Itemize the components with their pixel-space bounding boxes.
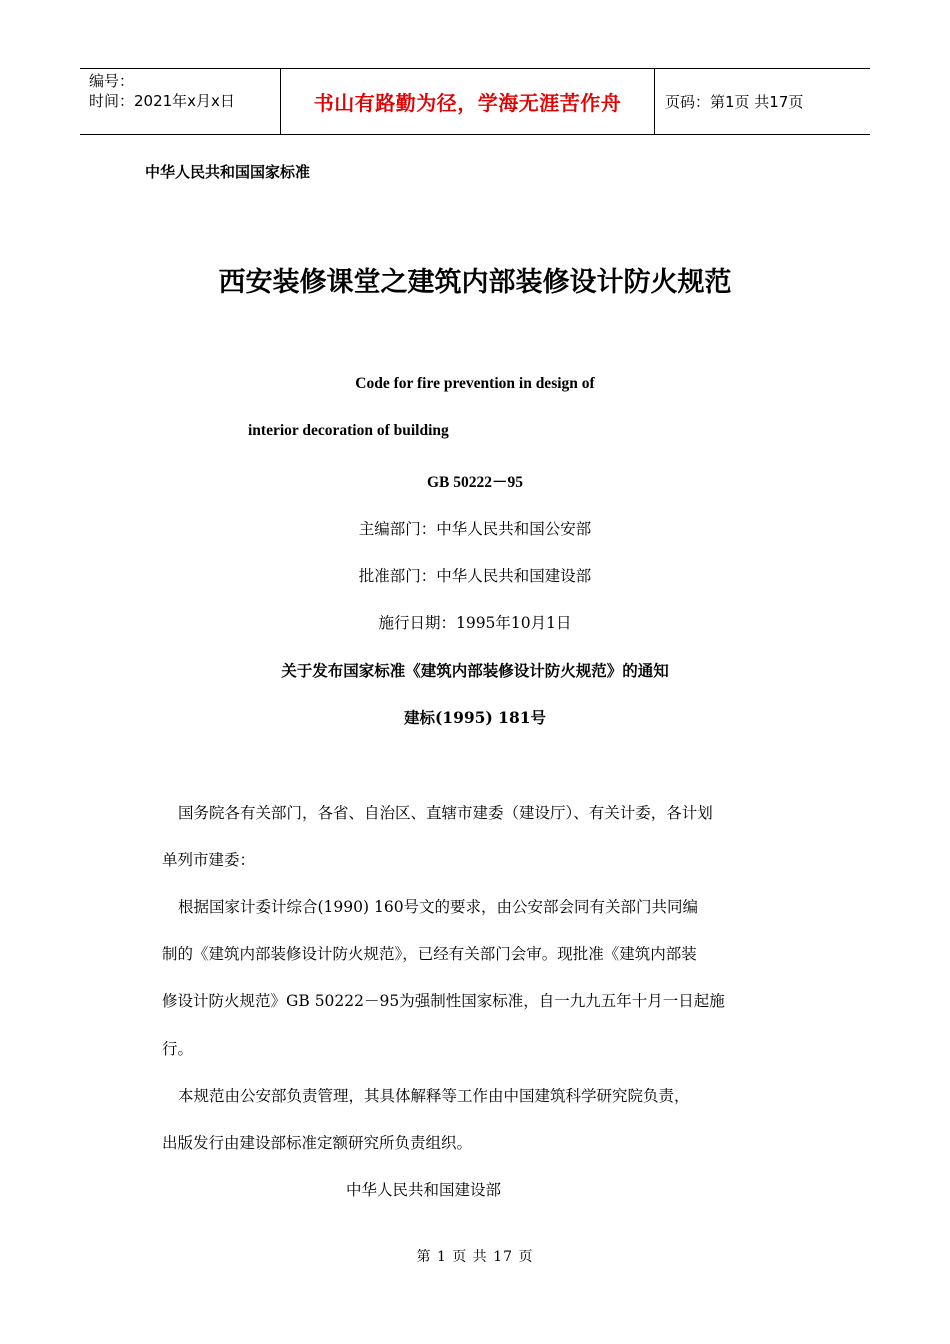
signature: 中华人民共和国建设部 [346,1181,502,1199]
english-title-line-2: interior decoration of building [248,422,449,439]
effective-date: 施行日期：1995年10月1日 [378,614,572,632]
header-meta-cell [80,69,281,134]
paragraph-line: 单列市建委： [162,851,256,869]
header-motto: 书山有路勤为径，学海无涯苦作舟 [281,69,655,134]
paragraph-line: 根据国家计委计综合(1990) 160号文的要求，由公安部会同有关部门共同编 [178,898,699,916]
paragraph-line: 行。 [162,1040,194,1058]
paragraph-line: 修设计防火规范》GB 50222－95为强制性国家标准，自一九九五年十月一日起施 [162,992,725,1010]
paragraph-line: 国务院各有关部门，各省、自治区、直辖市建委（建设厅）、有关计委，各计划 [178,804,713,822]
page-header-table [80,68,870,135]
approval-department: 批准部门：中华人民共和国建设部 [358,567,592,585]
paragraph-line: 出版发行由建设部标准定额研究所负责组织。 [162,1134,473,1152]
header-page-info: 页码：第1页 共17页 [665,93,804,111]
english-title-line-1: Code for fire prevention in design of [355,375,595,392]
notice-number: 建标(1995) 181号 [403,708,547,727]
time-label: 时间：2021年x月x日 [89,92,235,110]
page-footer: 第 1 页 共 17 页 [416,1249,534,1265]
document-title: 西安装修课堂之建筑内部装修设计防火规范 [218,267,732,298]
editor-department: 主编部门：中华人民共和国公安部 [358,520,592,538]
paragraph-line: 制的《建筑内部装修设计防火规范》，已经有关部门会审。现批准《建筑内部装 [162,945,697,963]
standard-code: GB 50222－95 [426,474,524,491]
serial-label: 编号： [89,72,135,90]
standard-label: 中华人民共和国国家标准 [145,163,311,181]
notice-title: 关于发布国家标准《建筑内部装修设计防火规范》的通知 [281,661,669,680]
paragraph-line: 本规范由公安部负责管理，其具体解释等工作由中国建筑科学研究院负责， [178,1087,690,1105]
